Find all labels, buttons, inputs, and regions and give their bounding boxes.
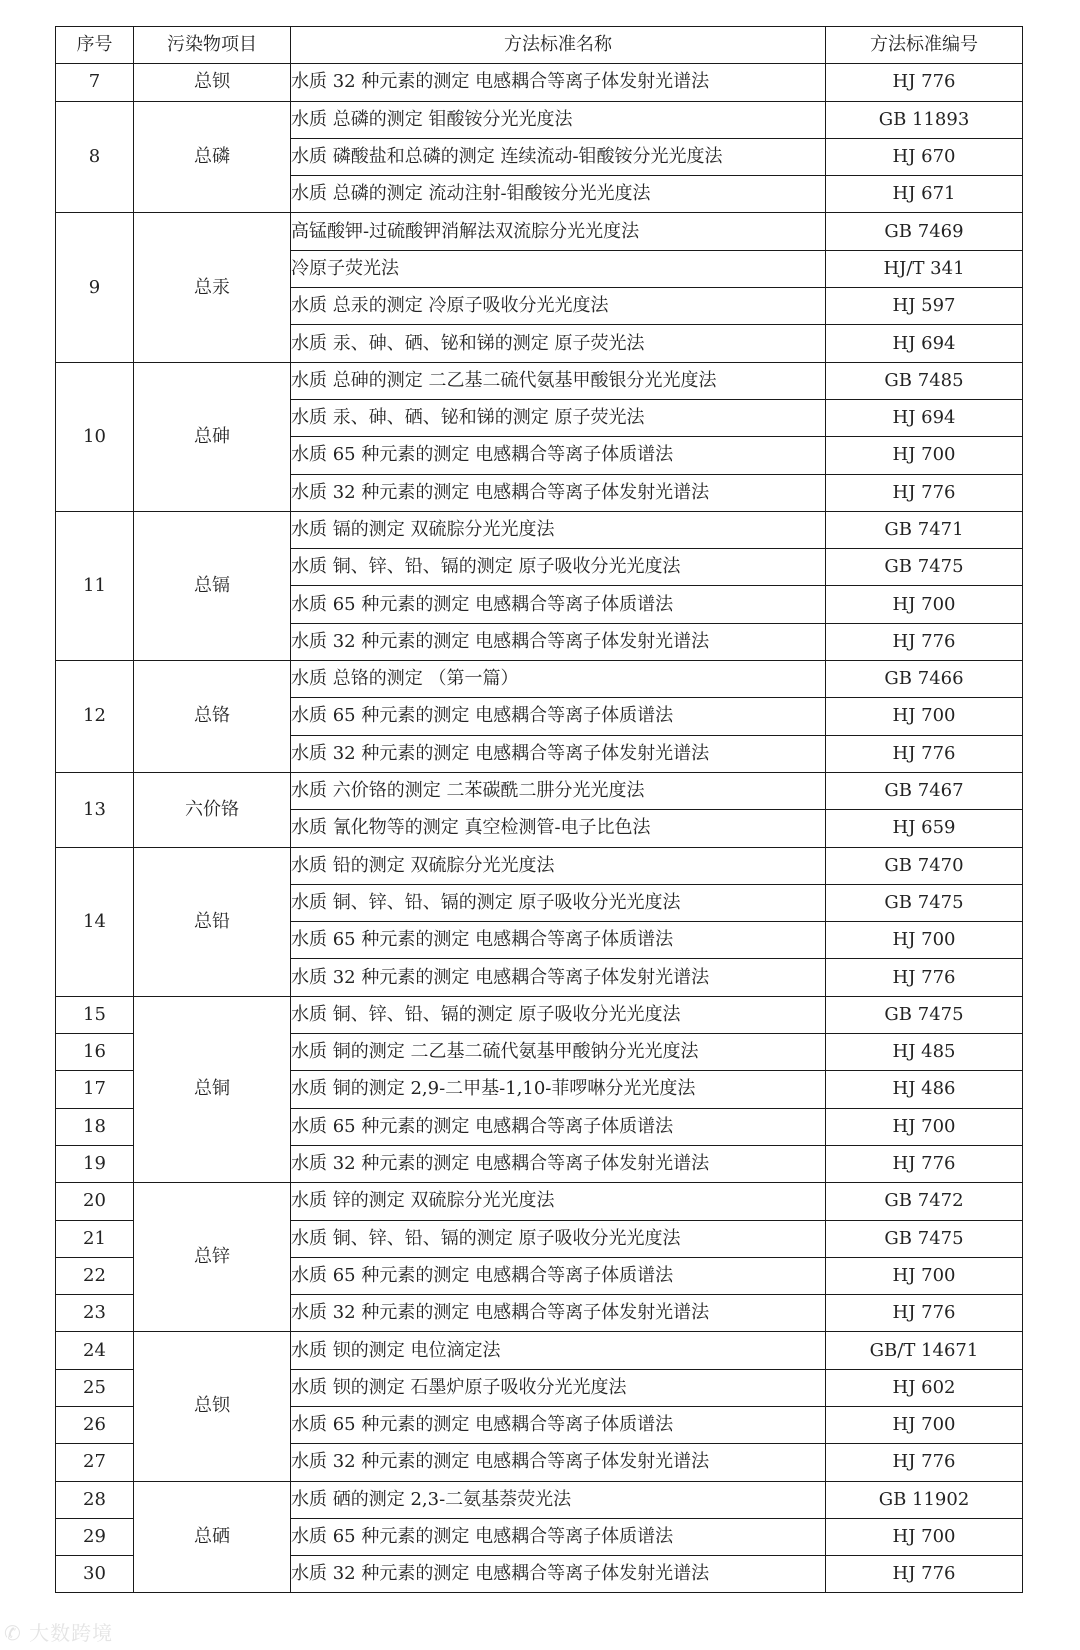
method-name-cell: 水质 总铬的测定 （第一篇）	[291, 661, 826, 698]
method-code-cell: HJ 485	[826, 1034, 1023, 1071]
method-name-cell: 水质 钡的测定 电位滴定法	[291, 1332, 826, 1369]
table-row	[56, 1332, 1023, 1369]
seq-cell: 14	[56, 847, 134, 996]
method-name-cell: 水质 32 种元素的测定 电感耦合等离子体发射光谱法	[291, 735, 826, 772]
pollutant-cell: 总磷	[134, 101, 291, 213]
method-code-cell: GB 7475	[826, 996, 1023, 1033]
seq-cell: 19	[56, 1145, 134, 1182]
method-name-cell: 水质 铜、锌、铅、镉的测定 原子吸收分光光度法	[291, 549, 826, 586]
method-name-cell: 水质 铜、锌、铅、镉的测定 原子吸收分光光度法	[291, 996, 826, 1033]
method-name-cell: 水质 总砷的测定 二乙基二硫代氨基甲酸银分光光度法	[291, 362, 826, 399]
method-code-cell: HJ 700	[826, 1257, 1023, 1294]
header-row	[56, 27, 1023, 64]
method-code-cell: GB/T 14671	[826, 1332, 1023, 1369]
pollutant-cell: 总汞	[134, 213, 291, 362]
method-code-cell: HJ 776	[826, 64, 1023, 101]
method-code-cell: HJ 486	[826, 1071, 1023, 1108]
watermark-logo	[4, 1617, 113, 1646]
table-row	[56, 996, 1023, 1033]
method-name-cell: 水质 32 种元素的测定 电感耦合等离子体发射光谱法	[291, 1556, 826, 1593]
method-code-cell: HJ 700	[826, 586, 1023, 623]
method-code-cell: GB 7466	[826, 661, 1023, 698]
seq-cell: 16	[56, 1034, 134, 1071]
method-name-cell: 水质 32 种元素的测定 电感耦合等离子体发射光谱法	[291, 1444, 826, 1481]
method-code-cell: HJ 776	[826, 735, 1023, 772]
watermark-text: 大数跨境	[29, 1621, 114, 1645]
watermark-icon: ✆	[4, 1621, 22, 1645]
method-name-cell: 水质 32 种元素的测定 电感耦合等离子体发射光谱法	[291, 1145, 826, 1182]
method-name-cell: 水质 32 种元素的测定 电感耦合等离子体发射光谱法	[291, 1295, 826, 1332]
method-name-cell: 水质 汞、砷、硒、铋和锑的测定 原子荧光法	[291, 325, 826, 362]
method-code-cell: GB 7485	[826, 362, 1023, 399]
method-name-cell: 水质 总磷的测定 流动注射-钼酸铵分光光度法	[291, 176, 826, 213]
method-name-cell: 水质 钡的测定 石墨炉原子吸收分光光度法	[291, 1369, 826, 1406]
method-code-cell: HJ 670	[826, 138, 1023, 175]
method-name-cell: 水质 65 种元素的测定 电感耦合等离子体质谱法	[291, 922, 826, 959]
header-seq: 序号	[56, 27, 134, 64]
method-code-cell: GB 7472	[826, 1183, 1023, 1220]
standards-table	[55, 26, 1023, 1593]
seq-cell: 18	[56, 1108, 134, 1145]
method-name-cell: 水质 32 种元素的测定 电感耦合等离子体发射光谱法	[291, 474, 826, 511]
method-name-cell: 水质 铜的测定 二乙基二硫代氨基甲酸钠分光光度法	[291, 1034, 826, 1071]
table-row	[56, 362, 1023, 399]
method-name-cell: 水质 汞、砷、硒、铋和锑的测定 原子荧光法	[291, 399, 826, 436]
method-name-cell: 水质 锌的测定 双硫腙分光光度法	[291, 1183, 826, 1220]
pollutant-cell: 六价铬	[134, 772, 291, 847]
method-code-cell: HJ 694	[826, 325, 1023, 362]
method-code-cell: GB 7475	[826, 549, 1023, 586]
method-name-cell: 水质 总汞的测定 冷原子吸收分光光度法	[291, 288, 826, 325]
method-code-cell: HJ 700	[826, 698, 1023, 735]
seq-cell: 30	[56, 1556, 134, 1593]
method-name-cell: 水质 镉的测定 双硫腙分光光度法	[291, 511, 826, 548]
method-name-cell: 水质 铜、锌、铅、镉的测定 原子吸收分光光度法	[291, 884, 826, 921]
method-code-cell: HJ 776	[826, 1444, 1023, 1481]
seq-cell: 7	[56, 64, 134, 101]
method-code-cell: GB 11902	[826, 1481, 1023, 1518]
pollutant-cell: 总镉	[134, 511, 291, 660]
method-code-cell: GB 7467	[826, 772, 1023, 809]
method-code-cell: GB 11893	[826, 101, 1023, 138]
method-code-cell: HJ 776	[826, 1556, 1023, 1593]
table-row	[56, 847, 1023, 884]
header-method-name: 方法标准名称	[291, 27, 826, 64]
seq-cell: 21	[56, 1220, 134, 1257]
seq-cell: 25	[56, 1369, 134, 1406]
method-code-cell: HJ 700	[826, 1406, 1023, 1443]
method-name-cell: 水质 氰化物等的测定 真空检测管-电子比色法	[291, 810, 826, 847]
method-code-cell: HJ 776	[826, 959, 1023, 996]
method-name-cell: 水质 65 种元素的测定 电感耦合等离子体质谱法	[291, 1518, 826, 1555]
seq-cell: 23	[56, 1295, 134, 1332]
seq-cell: 22	[56, 1257, 134, 1294]
pollutant-cell: 总钡	[134, 64, 291, 101]
pollutant-cell: 总钡	[134, 1332, 291, 1481]
seq-cell: 27	[56, 1444, 134, 1481]
method-name-cell: 水质 硒的测定 2,3-二氨基萘荧光法	[291, 1481, 826, 1518]
table-row	[56, 1183, 1023, 1220]
pollutant-cell: 总铜	[134, 996, 291, 1182]
method-code-cell: HJ 776	[826, 623, 1023, 660]
method-code-cell: HJ 700	[826, 1108, 1023, 1145]
seq-cell: 29	[56, 1518, 134, 1555]
method-code-cell: HJ 602	[826, 1369, 1023, 1406]
table-row	[56, 64, 1023, 101]
method-name-cell: 水质 65 种元素的测定 电感耦合等离子体质谱法	[291, 437, 826, 474]
header-pollutant: 污染物项目	[134, 27, 291, 64]
table-body	[56, 64, 1023, 1593]
method-code-cell: GB 7475	[826, 884, 1023, 921]
seq-cell: 9	[56, 213, 134, 362]
method-code-cell: HJ 700	[826, 437, 1023, 474]
seq-cell: 28	[56, 1481, 134, 1518]
method-code-cell: HJ 776	[826, 474, 1023, 511]
method-code-cell: HJ 671	[826, 176, 1023, 213]
method-name-cell: 水质 铅的测定 双硫腙分光光度法	[291, 847, 826, 884]
pollutant-cell: 总锌	[134, 1183, 291, 1332]
method-code-cell: HJ 776	[826, 1145, 1023, 1182]
method-code-cell: GB 7470	[826, 847, 1023, 884]
method-name-cell: 冷原子荧光法	[291, 250, 826, 287]
seq-cell: 17	[56, 1071, 134, 1108]
header-method-code: 方法标准编号	[826, 27, 1023, 64]
method-code-cell: HJ 597	[826, 288, 1023, 325]
pollutant-cell: 总铅	[134, 847, 291, 996]
method-name-cell: 水质 65 种元素的测定 电感耦合等离子体质谱法	[291, 1257, 826, 1294]
table-row	[56, 1481, 1023, 1518]
method-name-cell: 水质 总磷的测定 钼酸铵分光光度法	[291, 101, 826, 138]
pollutant-cell: 总砷	[134, 362, 291, 511]
method-code-cell: HJ 776	[826, 1295, 1023, 1332]
method-name-cell: 水质 铜、锌、铅、镉的测定 原子吸收分光光度法	[291, 1220, 826, 1257]
seq-cell: 26	[56, 1406, 134, 1443]
seq-cell: 13	[56, 772, 134, 847]
method-code-cell: GB 7469	[826, 213, 1023, 250]
method-name-cell: 水质 32 种元素的测定 电感耦合等离子体发射光谱法	[291, 959, 826, 996]
pollutant-cell: 总硒	[134, 1481, 291, 1593]
method-name-cell: 水质 65 种元素的测定 电感耦合等离子体质谱法	[291, 586, 826, 623]
table-row	[56, 511, 1023, 548]
seq-cell: 20	[56, 1183, 134, 1220]
seq-cell: 12	[56, 661, 134, 773]
method-name-cell: 高锰酸钾-过硫酸钾消解法双流腙分光光度法	[291, 213, 826, 250]
method-code-cell: GB 7471	[826, 511, 1023, 548]
method-code-cell: HJ 659	[826, 810, 1023, 847]
method-name-cell: 水质 32 种元素的测定 电感耦合等离子体发射光谱法	[291, 64, 826, 101]
method-code-cell: HJ 700	[826, 1518, 1023, 1555]
method-name-cell: 水质 32 种元素的测定 电感耦合等离子体发射光谱法	[291, 623, 826, 660]
method-code-cell: HJ 700	[826, 922, 1023, 959]
method-name-cell: 水质 65 种元素的测定 电感耦合等离子体质谱法	[291, 1406, 826, 1443]
table-row	[56, 213, 1023, 250]
pollutant-cell: 总铬	[134, 661, 291, 773]
seq-cell: 24	[56, 1332, 134, 1369]
seq-cell: 11	[56, 511, 134, 660]
seq-cell: 15	[56, 996, 134, 1033]
method-code-cell: HJ 694	[826, 399, 1023, 436]
seq-cell: 8	[56, 101, 134, 213]
method-name-cell: 水质 铜的测定 2,9-二甲基-1,10-菲啰啉分光光度法	[291, 1071, 826, 1108]
method-name-cell: 水质 65 种元素的测定 电感耦合等离子体质谱法	[291, 698, 826, 735]
table-row	[56, 661, 1023, 698]
method-code-cell: GB 7475	[826, 1220, 1023, 1257]
table-row	[56, 772, 1023, 809]
table-row	[56, 101, 1023, 138]
seq-cell: 10	[56, 362, 134, 511]
method-name-cell: 水质 六价铬的测定 二苯碳酰二肼分光光度法	[291, 772, 826, 809]
method-name-cell: 水质 65 种元素的测定 电感耦合等离子体质谱法	[291, 1108, 826, 1145]
method-code-cell: HJ/T 341	[826, 250, 1023, 287]
method-name-cell: 水质 磷酸盐和总磷的测定 连续流动-钼酸铵分光光度法	[291, 138, 826, 175]
